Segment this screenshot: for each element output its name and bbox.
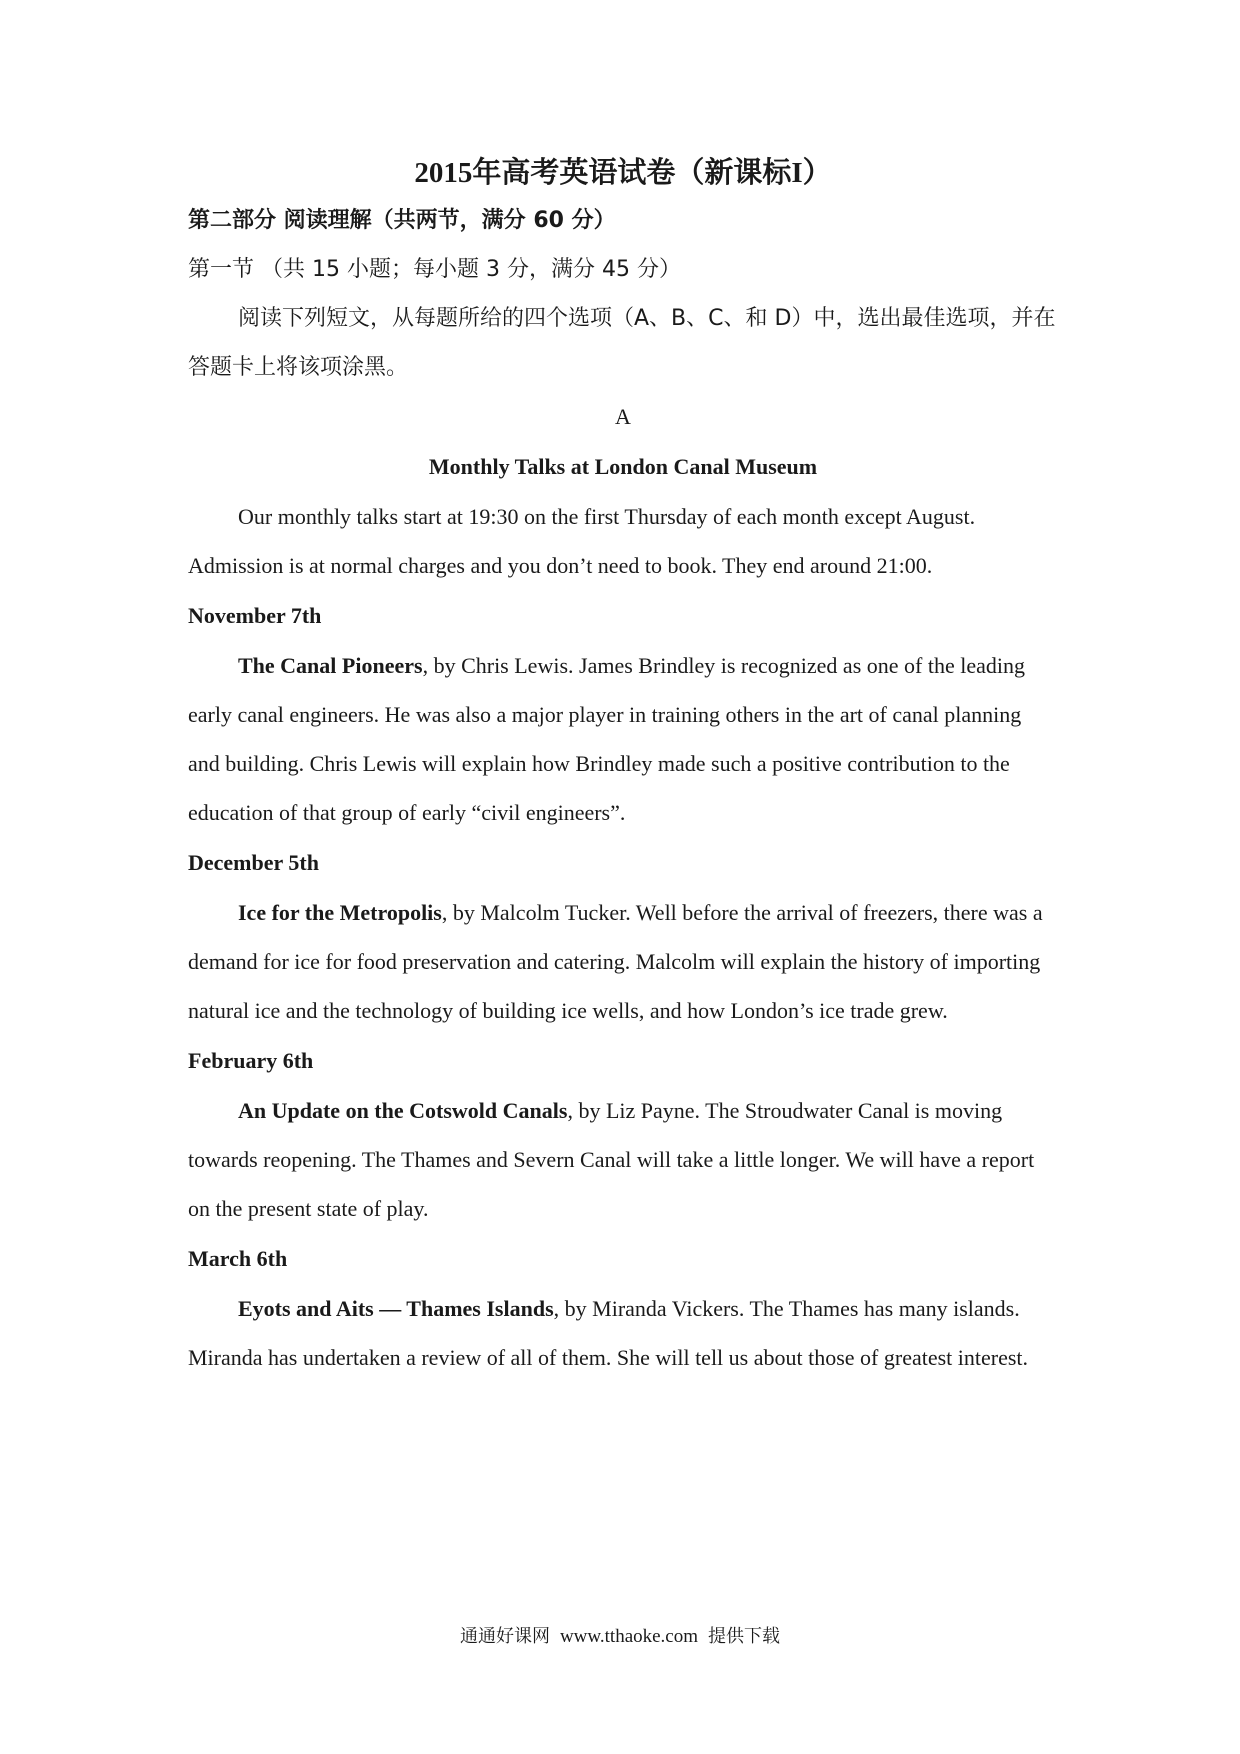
talk-title: Eyots and Aits — Thames Islands <box>238 1296 554 1321</box>
talk-body: , by Chris Lewis. James Brindley is recognized as one of the leading early canal engineers. He was also a major player in training others in the art of canal planning and building. Chris Lewis will explain how Brindley made such a positive contribution to the education of that group of early “civil engineers”. <box>188 653 1025 825</box>
passage-intro: Our monthly talks start at 19:30 on the first Thursday of each month except August. Admission is at normal charges and you don’t need to book. They end around 21:00. <box>188 504 976 578</box>
talk-title: Ice for the Metropolis <box>238 900 442 925</box>
talk-description <box>188 641 1058 837</box>
part-heading: 第二部分 阅读理解（共两节，满分 60 分） <box>188 208 616 233</box>
document-title: 2015年高考英语试卷（新课标I） <box>414 157 832 189</box>
talk-date: December 5th <box>188 850 319 875</box>
document-page <box>188 150 1058 1382</box>
talk-date: March 6th <box>188 1246 288 1271</box>
footer-site-name: 通通好课网 <box>459 1626 550 1647</box>
talk-body: , by Malcolm Tucker. Well before the arrival of freezers, there was a demand for ice for food preservation and catering. Malcolm will explain the history of importing natural ice and the technology of building ice wells, and how London’s ice trade grew. <box>188 900 1043 1023</box>
talk-description <box>188 1284 1058 1382</box>
footer-url[interactable]: www.tthaoke.com <box>559 1626 699 1647</box>
passage-title: Monthly Talks at London Canal Museum <box>428 454 818 479</box>
talk-description <box>188 888 1058 1035</box>
section-heading: 第一节 （共 15 小题；每小题 3 分，满分 45 分） <box>188 257 681 282</box>
talk-title: An Update on the Cotswold Canals <box>238 1098 568 1123</box>
talk-description <box>188 1086 1058 1233</box>
talk-body: , by Miranda Vickers. The Thames has many islands. Miranda has undertaken a review of all of them. She will tell us about those of greatest interest. <box>188 1296 1029 1370</box>
page-footer <box>0 1622 1240 1652</box>
talk-title: The Canal Pioneers <box>238 653 423 678</box>
talk-date: February 6th <box>188 1048 314 1073</box>
talk-date: November 7th <box>188 603 322 628</box>
footer-suffix: 提供下载 <box>708 1626 781 1647</box>
talk-body: , by Liz Payne. The Stroudwater Canal is moving towards reopening. The Thames and Severn Canal will take a little longer. We will have a report on the present state of play. <box>188 1098 1035 1221</box>
instruction-text: 阅读下列短文，从每题所给的四个选项（A、B、C、和 D）中，选出最佳选项，并在答题卡上将该项涂黑。 <box>188 306 1056 380</box>
passage-letter: A <box>615 404 631 429</box>
